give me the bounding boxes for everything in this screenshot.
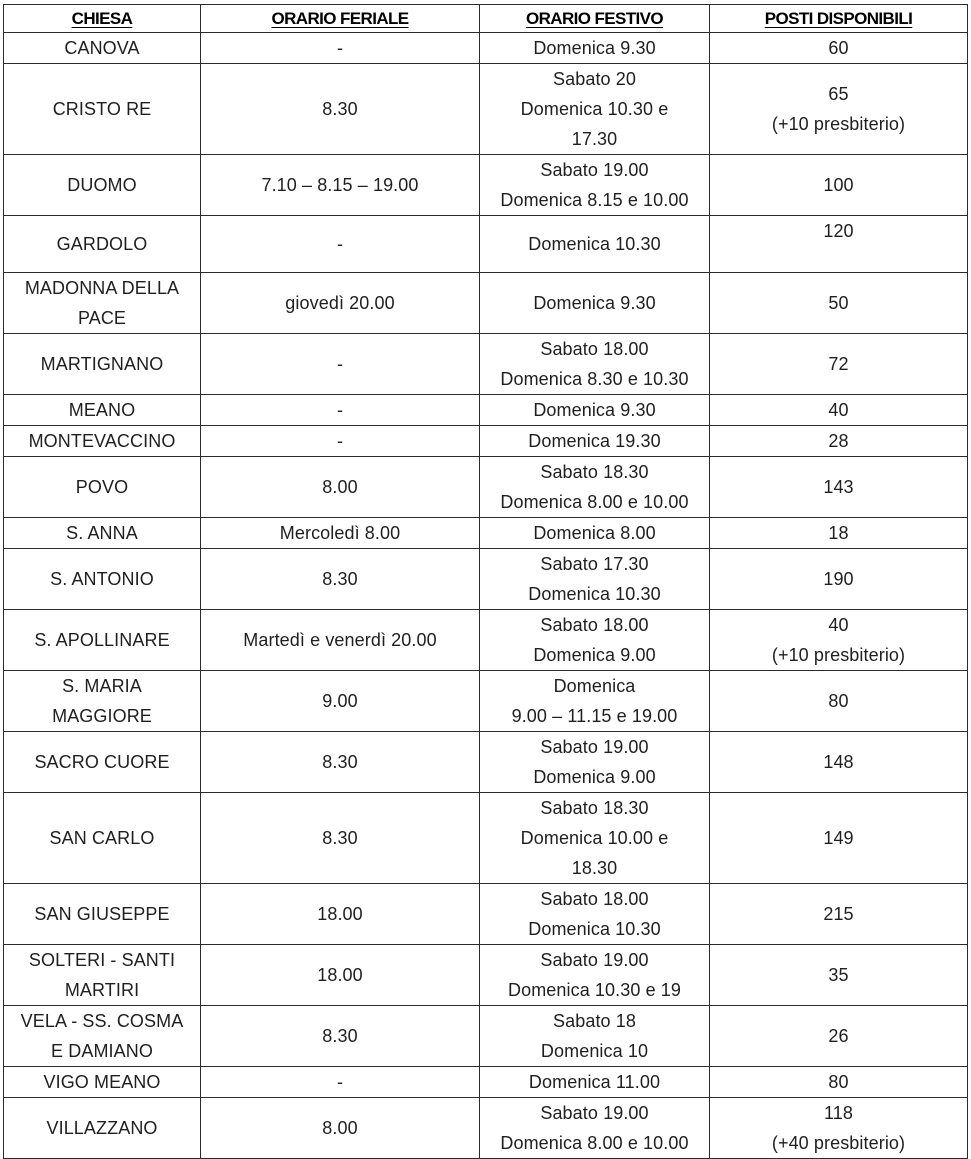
cell-chiesa — [4, 426, 201, 457]
table-row — [4, 610, 968, 671]
cell-line: Domenica 10.00 e — [520, 828, 669, 848]
cell-line: 9.00 – 11.15 e 19.00 — [511, 706, 678, 726]
cell-feriale — [201, 273, 480, 334]
table-row — [4, 549, 968, 610]
cell-chiesa — [4, 884, 201, 945]
cell-line: 120 — [823, 221, 854, 241]
cell-line: 40 — [828, 615, 849, 635]
cell-line: Domenica 10.30 e 19 — [507, 980, 681, 1000]
cell-line: 50 — [828, 293, 849, 313]
cell-chiesa — [4, 1067, 201, 1098]
cell-festivo — [480, 334, 710, 395]
cell-posti — [710, 671, 968, 732]
cell-festivo — [480, 549, 710, 610]
cell-festivo — [480, 457, 710, 518]
cell-line: 80 — [828, 1072, 849, 1092]
header-posti-disponibili: POSTI DISPONIBILI — [710, 5, 968, 33]
cell-line: 35 — [828, 965, 849, 985]
cell-line: 18.00 — [317, 904, 363, 924]
cell-posti — [710, 1067, 968, 1098]
cell-line: GARDOLO — [56, 234, 148, 254]
table-row — [4, 732, 968, 793]
cell-line: SOLTERI - SANTI — [28, 950, 176, 970]
table-body — [4, 33, 968, 1159]
cell-chiesa — [4, 155, 201, 216]
cell-posti — [710, 549, 968, 610]
cell-festivo — [480, 426, 710, 457]
header-orario-festivo: ORARIO FESTIVO — [480, 5, 710, 33]
cell-line: 8.30 — [322, 99, 358, 119]
cell-chiesa — [4, 610, 201, 671]
cell-posti — [710, 334, 968, 395]
cell-line: (+10 presbiterio) — [771, 114, 906, 134]
cell-line: 26 — [828, 1026, 849, 1046]
cell-chiesa — [4, 671, 201, 732]
cell-line: Domenica 9.30 — [533, 38, 656, 58]
cell-line: 7.10 – 8.15 – 19.00 — [261, 175, 419, 195]
cell-chiesa — [4, 395, 201, 426]
table-row — [4, 273, 968, 334]
cell-line: 8.30 — [322, 569, 358, 589]
cell-line: Domenica 10.30 e — [520, 99, 669, 119]
table-row — [4, 884, 968, 945]
cell-festivo — [480, 945, 710, 1006]
cell-line: MONTEVACCINO — [28, 431, 176, 451]
cell-line: Domenica — [553, 676, 636, 696]
cell-line: Sabato 20 — [553, 69, 636, 89]
cell-posti — [710, 1006, 968, 1067]
cell-line: 18.30 — [571, 858, 618, 878]
cell-line: Sabato 18.30 — [540, 798, 649, 818]
cell-line: Martedì e venerdì 20.00 — [243, 630, 437, 650]
cell-festivo — [480, 732, 710, 793]
table-row — [4, 216, 968, 273]
cell-posti — [710, 395, 968, 426]
cell-line: CRISTO RE — [52, 99, 152, 119]
cell-line: - — [336, 1072, 344, 1092]
table-row — [4, 64, 968, 155]
cell-line: 8.30 — [322, 828, 358, 848]
cell-posti — [710, 1098, 968, 1159]
cell-festivo — [480, 216, 710, 273]
cell-festivo — [480, 273, 710, 334]
table-row — [4, 33, 968, 64]
cell-feriale — [201, 426, 480, 457]
cell-chiesa — [4, 793, 201, 884]
cell-line: 72 — [828, 354, 849, 374]
cell-line: 80 — [828, 691, 849, 711]
cell-line: Domenica 11.00 — [528, 1072, 661, 1092]
cell-posti — [710, 64, 968, 155]
cell-line: Domenica 8.00 e 10.00 — [500, 1133, 689, 1153]
table-row — [4, 518, 968, 549]
cell-line: 8.30 — [322, 752, 358, 772]
cell-festivo — [480, 793, 710, 884]
cell-feriale — [201, 884, 480, 945]
cell-chiesa — [4, 216, 201, 273]
cell-feriale — [201, 334, 480, 395]
cell-line: Domenica 8.30 e 10.30 — [500, 369, 689, 389]
cell-posti — [710, 793, 968, 884]
cell-line: Sabato 19.00 — [540, 950, 649, 970]
cell-feriale — [201, 1098, 480, 1159]
cell-line: S. APOLLINARE — [34, 630, 170, 650]
table-row — [4, 671, 968, 732]
cell-feriale — [201, 33, 480, 64]
cell-line: SACRO CUORE — [34, 752, 170, 772]
cell-line: Domenica 8.00 e 10.00 — [500, 492, 689, 512]
cell-chiesa — [4, 549, 201, 610]
cell-line: CANOVA — [64, 38, 140, 58]
cell-feriale — [201, 216, 480, 273]
cell-line: 60 — [828, 38, 849, 58]
cell-line: Domenica 9.30 — [533, 400, 656, 420]
cell-chiesa — [4, 1006, 201, 1067]
cell-posti — [710, 732, 968, 793]
cell-line: - — [336, 38, 344, 58]
cell-chiesa — [4, 33, 201, 64]
table-row — [4, 1067, 968, 1098]
table-row — [4, 457, 968, 518]
cell-line: MARTIRI — [64, 980, 140, 1000]
cell-line: Domenica 8.15 e 10.00 — [500, 190, 689, 210]
cell-feriale — [201, 671, 480, 732]
cell-line: Domenica 9.30 — [533, 293, 656, 313]
cell-line: E DAMIANO — [51, 1041, 153, 1061]
cell-feriale — [201, 549, 480, 610]
cell-line: 148 — [823, 752, 854, 772]
cell-posti — [710, 273, 968, 334]
cell-line: 118 — [824, 1103, 853, 1123]
cell-line: - — [336, 400, 344, 420]
cell-line: Mercoledì 8.00 — [279, 523, 401, 543]
cell-line: 8.00 — [322, 1118, 358, 1138]
table-row — [4, 1006, 968, 1067]
cell-chiesa — [4, 334, 201, 395]
cell-line: - — [336, 431, 344, 451]
cell-posti — [710, 155, 968, 216]
cell-line: Domenica 8.00 — [533, 523, 656, 543]
cell-feriale — [201, 395, 480, 426]
cell-line: (+10 presbiterio) — [771, 645, 906, 665]
header-orario-feriale: ORARIO FERIALE — [201, 5, 480, 33]
cell-line: 8.00 — [322, 477, 358, 497]
cell-line: Sabato 18.30 — [540, 462, 649, 482]
cell-line: Sabato 19.00 — [540, 1103, 649, 1123]
cell-festivo — [480, 1098, 710, 1159]
cell-posti — [710, 884, 968, 945]
cell-line: 28 — [828, 431, 849, 451]
cell-line: - — [336, 354, 344, 374]
cell-feriale — [201, 732, 480, 793]
cell-line: VELA - SS. COSMA — [20, 1011, 184, 1031]
cell-festivo — [480, 1067, 710, 1098]
cell-feriale — [201, 155, 480, 216]
cell-posti — [710, 426, 968, 457]
table-row — [4, 945, 968, 1006]
cell-line: Sabato 19.00 — [540, 737, 649, 757]
cell-line: DUOMO — [67, 175, 137, 195]
cell-line: Domenica 19.30 — [528, 431, 661, 451]
cell-chiesa — [4, 64, 201, 155]
cell-line: Domenica 10.30 — [528, 234, 661, 254]
cell-chiesa — [4, 518, 201, 549]
cell-posti — [710, 33, 968, 64]
cell-line: 8.30 — [322, 1026, 358, 1046]
cell-line: SAN GIUSEPPE — [34, 904, 170, 924]
cell-line: VILLAZZANO — [46, 1118, 158, 1138]
cell-line: MEANO — [68, 400, 136, 420]
cell-line: giovedì 20.00 — [285, 293, 395, 313]
cell-festivo — [480, 518, 710, 549]
cell-feriale — [201, 457, 480, 518]
cell-festivo — [480, 64, 710, 155]
cell-feriale — [201, 518, 480, 549]
cell-line: Sabato 18 — [553, 1011, 636, 1031]
cell-line: S. ANNA — [66, 523, 138, 543]
cell-line: 17.30 — [571, 129, 618, 149]
cell-posti — [710, 945, 968, 1006]
cell-feriale — [201, 610, 480, 671]
cell-line: S. MARIA — [62, 676, 142, 696]
cell-line: Domenica 10 — [540, 1041, 649, 1061]
cell-line: Domenica 10.30 — [528, 584, 661, 604]
cell-feriale — [201, 64, 480, 155]
cell-line: MAGGIORE — [52, 706, 152, 726]
cell-line: PACE — [77, 308, 127, 328]
cell-feriale — [201, 945, 480, 1006]
table-row — [4, 1098, 968, 1159]
cell-feriale — [201, 1067, 480, 1098]
cell-line: MARTIGNANO — [40, 354, 164, 374]
cell-line: 149 — [823, 828, 854, 848]
table-row — [4, 793, 968, 884]
cell-line: 18 — [828, 523, 849, 543]
cell-posti — [710, 518, 968, 549]
cell-festivo — [480, 1006, 710, 1067]
cell-line: 215 — [823, 904, 854, 924]
cell-line: 40 — [828, 400, 849, 420]
cell-feriale — [201, 793, 480, 884]
cell-festivo — [480, 884, 710, 945]
cell-line: 190 — [823, 569, 854, 589]
table-row — [4, 426, 968, 457]
cell-festivo — [480, 610, 710, 671]
cell-line: 65 — [828, 84, 849, 104]
cell-line: 9.00 — [322, 691, 358, 711]
cell-line: Domenica 9.00 — [533, 767, 656, 787]
cell-line: (+40 presbiterio) — [771, 1133, 906, 1153]
cell-line: Sabato 18.00 — [540, 889, 649, 909]
cell-line: VIGO MEANO — [43, 1072, 161, 1092]
cell-line: Sabato 19.00 — [540, 160, 649, 180]
cell-festivo — [480, 395, 710, 426]
cell-festivo — [480, 155, 710, 216]
cell-line: Sabato 18.00 — [540, 339, 649, 359]
cell-line: Domenica 10.30 — [528, 919, 661, 939]
table-row — [4, 395, 968, 426]
cell-line: Domenica 9.00 — [533, 645, 656, 665]
cell-chiesa — [4, 273, 201, 334]
mass-schedule-table — [3, 4, 968, 1159]
cell-line: SAN CARLO — [49, 828, 155, 848]
cell-line: Sabato 18.00 — [540, 615, 649, 635]
cell-line: Sabato 17.30 — [540, 554, 649, 574]
cell-posti — [710, 216, 968, 273]
table-row — [4, 334, 968, 395]
cell-feriale — [201, 1006, 480, 1067]
cell-posti — [710, 610, 968, 671]
cell-line: 18.00 — [317, 965, 363, 985]
cell-chiesa — [4, 457, 201, 518]
cell-festivo — [480, 33, 710, 64]
cell-line: 100 — [823, 175, 854, 195]
cell-line: S. ANTONIO — [50, 569, 154, 589]
cell-line: MADONNA DELLA — [24, 278, 180, 298]
table-row — [4, 155, 968, 216]
cell-line: - — [336, 234, 344, 254]
cell-chiesa — [4, 732, 201, 793]
header-chiesa: CHIESA — [4, 5, 201, 33]
cell-posti — [710, 457, 968, 518]
cell-line: POVO — [75, 477, 129, 497]
header-row — [4, 5, 968, 33]
cell-line: 143 — [823, 477, 854, 497]
cell-chiesa — [4, 1098, 201, 1159]
cell-chiesa — [4, 945, 201, 1006]
cell-festivo — [480, 671, 710, 732]
